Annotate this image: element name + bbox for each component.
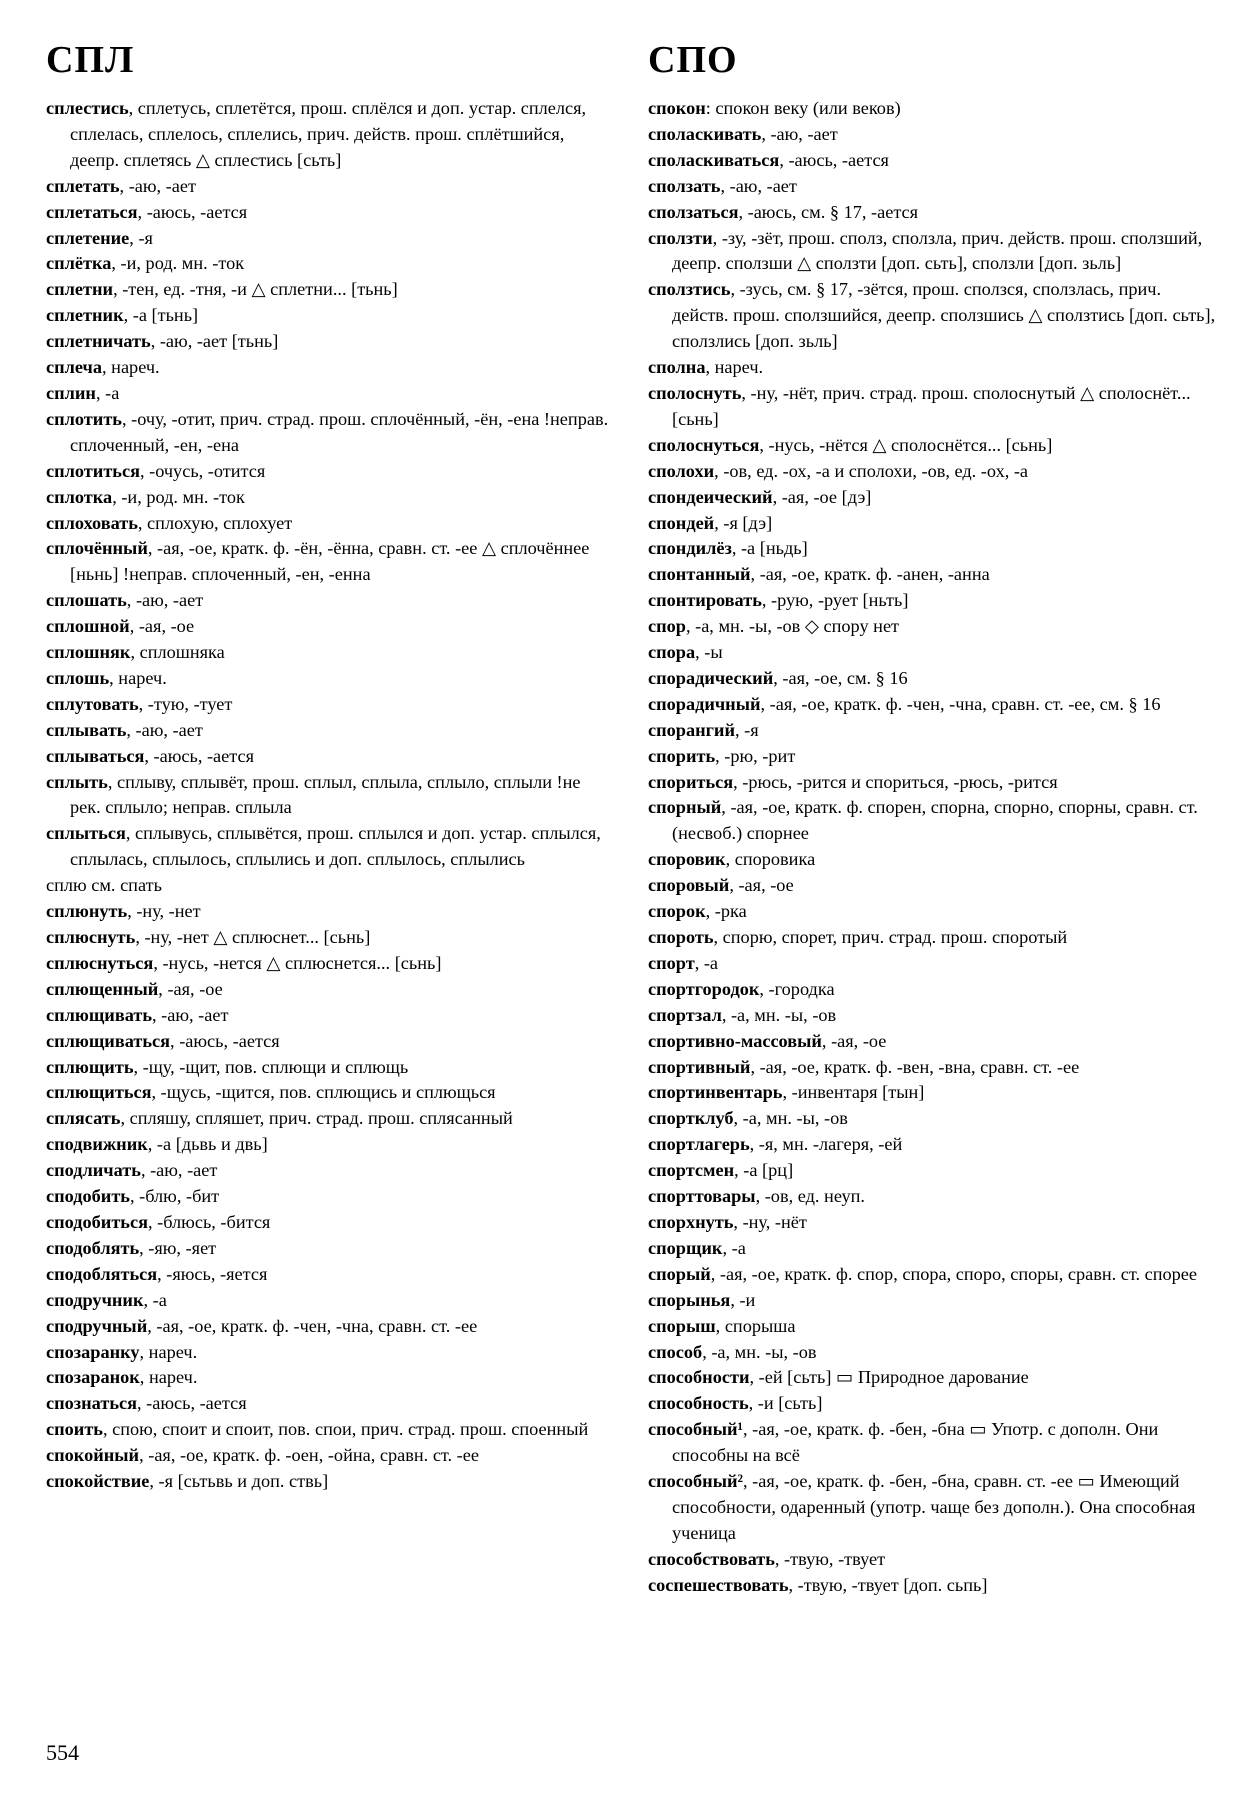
- dictionary-entry: [46, 1340, 614, 1366]
- dictionary-entry: [648, 1210, 1216, 1236]
- entry-text: спора, -ы: [648, 642, 723, 663]
- entry-text: сплетать, -аю, -ает: [46, 175, 196, 196]
- page-number: 554: [46, 1740, 79, 1765]
- dictionary-entry: [46, 1158, 614, 1184]
- entry-text: спознаться, -аюсь, -ается: [46, 1393, 247, 1414]
- entry-text: сплетник, -а [тьнь]: [46, 305, 199, 326]
- dictionary-entry: [46, 303, 614, 329]
- entry-text: способный¹, -ая, -ое, кратк. ф. -бен, -бна ▭ Употр. с дополн. Они способны на всё: [648, 1419, 1159, 1466]
- dictionary-entry: [648, 1391, 1216, 1417]
- dictionary-entry: [648, 873, 1216, 899]
- dictionary-entry: [648, 614, 1216, 640]
- dictionary-entry: [648, 1262, 1216, 1288]
- entry-text: сплошать, -аю, -ает: [46, 590, 204, 611]
- dictionary-entry: [648, 1547, 1216, 1573]
- entry-text: спор, -а, мн. -ы, -ов ◇ спору нет: [648, 616, 900, 637]
- dictionary-entry: [46, 511, 614, 537]
- dictionary-entry: [46, 977, 614, 1003]
- dictionary-entry: [46, 1210, 614, 1236]
- entry-text: спорадический, -ая, -ое, см. § 16: [648, 667, 908, 688]
- entry-text: споровик, споровика: [648, 849, 816, 870]
- entry-text: споить, спою, споит и споит, пов. спои, прич. страд. прош. споенный: [46, 1419, 589, 1440]
- dictionary-entry: [648, 536, 1216, 562]
- entry-text: спорый, -ая, -ое, кратк. ф. спор, спора, споро, споры, сравн. ст. спорее: [648, 1263, 1198, 1284]
- dictionary-entry: [648, 122, 1216, 148]
- entry-text: споровый, -ая, -ое: [648, 875, 794, 896]
- dictionary-entry: [46, 1106, 614, 1132]
- entry-text: спорыш, спорыша: [648, 1315, 796, 1336]
- entry-text: сплюснуться, -нусь, -нется △ сплюснется... [сьнь]: [46, 952, 442, 973]
- dictionary-entry: [46, 1003, 614, 1029]
- dictionary-entry: [648, 511, 1216, 537]
- entry-text: спондеический, -ая, -ое [дэ]: [648, 486, 872, 507]
- dictionary-entry: [46, 485, 614, 511]
- entry-text: спозаранок, нареч.: [46, 1367, 198, 1388]
- dictionary-entry: [46, 1184, 614, 1210]
- entry-text: сплюснуть, -ну, -нет △ сплюснет... [сьнь]: [46, 927, 371, 947]
- dictionary-entry: [648, 925, 1216, 951]
- entry-text: способность, -и [сьть]: [648, 1393, 823, 1414]
- dictionary-entry: [46, 1417, 614, 1443]
- entry-text: сподличать, -аю, -ает: [46, 1160, 218, 1181]
- dictionary-entry: [46, 614, 614, 640]
- entry-text: сподручник, -а: [46, 1289, 167, 1310]
- dictionary-entry: [648, 562, 1216, 588]
- entry-text: сплывать, -аю, -ает: [46, 719, 203, 740]
- entry-text: сплётка, -и, род. мн. -ток: [46, 253, 245, 274]
- dictionary-entry: [46, 174, 614, 200]
- dictionary-entry: [46, 588, 614, 614]
- dictionary-entry: [648, 1573, 1216, 1599]
- entry-text: способный², -ая, -ое, кратк. ф. -бен, -бна, сравн. ст. -ее ▭ Имеющий способности, одаренный (употр. чаще без дополн.). Она способная ученица: [648, 1471, 1196, 1543]
- dictionary-entry: [648, 485, 1216, 511]
- dictionary-entry: [648, 433, 1216, 459]
- dictionary-entry: [46, 1029, 614, 1055]
- entry-text: сплеча, нареч.: [46, 357, 160, 378]
- entry-text: соспешествовать, -твую, -твует [доп. сьпь]: [648, 1574, 988, 1595]
- dictionary-entry: [648, 1106, 1216, 1132]
- dictionary-entry: [648, 1003, 1216, 1029]
- dictionary-entry: [648, 977, 1216, 1003]
- dictionary-entry: [46, 951, 614, 977]
- entry-text: спортсмен, -а [рц]: [648, 1160, 794, 1181]
- entry-text: спориться, -рюсь, -рится и спориться, -рюсь, -рится: [648, 771, 1058, 792]
- dictionary-entry: [648, 1236, 1216, 1262]
- dictionary-entry: [46, 1365, 614, 1391]
- entry-text: сплыться, сплывусь, сплывётся, прош. сплылся и доп. устар. сплылся, сплылась, сплылось, сплылись и доп. сплылось, сплылись: [46, 823, 601, 870]
- dictionary-entry: [648, 1288, 1216, 1314]
- dictionary-entry: [46, 1391, 614, 1417]
- entry-text: сползаться, -аюсь, см. § 17, -ается: [648, 201, 919, 222]
- dictionary-entry: [648, 640, 1216, 666]
- dictionary-entry: [46, 821, 614, 873]
- entry-text: спонтанный, -ая, -ое, кратк. ф. -анен, -анна: [648, 564, 990, 585]
- entry-text: сплошной, -ая, -ое: [46, 616, 195, 637]
- entry-text: спортзал, -а, мн. -ы, -ов: [648, 1004, 837, 1025]
- entry-text: сплыть, сплыву, сплывёт, прош. сплыл, сплыла, сплыло, сплыли !не рек. сплыло; неправ. сплыла: [46, 771, 581, 818]
- entry-text: спокойный, -ая, -ое, кратк. ф. -оен, -ойна, сравн. ст. -ее: [46, 1445, 480, 1466]
- left-column-header: СПЛ: [46, 39, 135, 81]
- dictionary-entry: [648, 200, 1216, 226]
- entry-text: сплющиваться, -аюсь, -ается: [46, 1030, 280, 1051]
- dictionary-entry: [46, 407, 614, 459]
- entry-text: сплываться, -аюсь, -ается: [46, 745, 255, 766]
- entry-text: спорттовары, -ов, ед. неуп.: [648, 1186, 865, 1207]
- entry-text: споласкивать, -аю, -ает: [648, 123, 838, 144]
- dictionary-entry: [648, 692, 1216, 718]
- entry-text: сплетение, -я: [46, 227, 153, 248]
- dictionary-entry: [648, 795, 1216, 847]
- entry-text: спорить, -рю, -рит: [648, 745, 796, 766]
- dictionary-entry: [46, 692, 614, 718]
- entry-text: сподручный, -ая, -ое, кратк. ф. -чен, -чна, сравн. ст. -ее: [46, 1315, 478, 1336]
- dictionary-entry: [648, 770, 1216, 796]
- dictionary-entry: [648, 148, 1216, 174]
- entry-text: спорхнуть, -ну, -нёт: [648, 1211, 807, 1232]
- dictionary-entry: [648, 277, 1216, 355]
- dictionary-entry: [46, 666, 614, 692]
- dictionary-entry: [648, 899, 1216, 925]
- dictionary-entry: [648, 1340, 1216, 1366]
- entry-text: сполна, нареч.: [648, 357, 764, 378]
- dictionary-entry: [46, 277, 614, 303]
- entry-text: сплочённый, -ая, -ое, кратк. ф. -ён, -ённа, сравн. ст. -ее △ сплочённее [ньнь] !неправ. сплоченный, -ен, -енна: [46, 538, 590, 585]
- dictionary-entry: [648, 666, 1216, 692]
- dictionary-entry: [46, 873, 614, 899]
- entry-text: спокон: спокон веку (или веков): [648, 98, 901, 118]
- entry-text: сплющить, -щу, -щит, пов. сплющи и сплющь: [46, 1056, 409, 1077]
- dictionary-entry: [648, 459, 1216, 485]
- entry-text: спортклуб, -а, мн. -ы, -ов: [648, 1108, 848, 1129]
- dictionary-entry: [46, 1469, 614, 1495]
- entry-text: сползтись, -зусь, см. § 17, -зётся, прош. сползся, сползлась, прич. действ. прош. сползшийся, деепр. сползшись △ сползтись [доп. сьть], сползлись [доп. зьль]: [648, 279, 1216, 352]
- dictionary-entry: [46, 1262, 614, 1288]
- entry-text: спортлагерь, -я, мн. -лагеря, -ей: [648, 1134, 903, 1155]
- dictionary-entry: [46, 96, 614, 174]
- dictionary-entry: [648, 718, 1216, 744]
- left-column: [46, 38, 614, 1495]
- dictionary-entry: [46, 1288, 614, 1314]
- entry-text: споласкиваться, -аюсь, -ается: [648, 149, 889, 170]
- entry-text: спонтировать, -рую, -рует [ньть]: [648, 590, 909, 611]
- entry-text: сплетни, -тен, ед. -тня, -и △ сплетни... [тьнь]: [46, 279, 398, 300]
- entry-text: сплющиться, -щусь, -щится, пов. сплющись и сплющься: [46, 1082, 496, 1103]
- dictionary-entry: [46, 459, 614, 485]
- entry-text: сползти, -зу, -зёт, прош. сполз, сползла, прич. действ. прош. сползший, деепр. сползши △ сползти [доп. сьть], сползли [доп. зьль]: [648, 227, 1203, 274]
- entry-text: спорадичный, -ая, -ое, кратк. ф. -чен, -чна, сравн. ст. -ее, см. § 16: [648, 693, 1161, 714]
- dictionary-entry: [648, 1055, 1216, 1081]
- entry-text: сплющенный, -ая, -ое: [46, 978, 223, 999]
- dictionary-entry: [648, 381, 1216, 433]
- entry-text: сполохи, -ов, ед. -ох, -а и сполохи, -ов, ед. -ох, -а: [648, 460, 1029, 481]
- dictionary-entry: [648, 1365, 1216, 1391]
- entry-text: спороть, спорю, спорет, прич. страд. прош. споротый: [648, 927, 1068, 947]
- dictionary-entry: [46, 1314, 614, 1340]
- entry-text: сплотка, -и, род. мн. -ток: [46, 486, 245, 507]
- entry-text: спондей, -я [дэ]: [648, 512, 773, 533]
- entry-text: спортгородок, -городка: [648, 978, 835, 999]
- entry-text: сплин, -а: [46, 382, 120, 403]
- dictionary-entry: [46, 355, 614, 381]
- entry-text: спокойствие, -я [сьтьвь и доп. ствь]: [46, 1471, 329, 1492]
- entry-text: сплюнуть, -ну, -нет: [46, 901, 201, 922]
- right-column-header: СПО: [648, 39, 738, 81]
- dictionary-entry: [46, 1236, 614, 1262]
- dictionary-entry: [648, 1417, 1216, 1469]
- dictionary-entry: [46, 1055, 614, 1081]
- right-column: [648, 38, 1216, 1599]
- entry-text: сплестись, сплетусь, сплетётся, прош. сплёлся и доп. устар. сплелся, сплелась, сплелось, сплелись, прич. действ. прош. сплётшийся, деепр. сплетясь △ сплестись [сьть]: [46, 98, 587, 170]
- entry-text: спорынья, -и: [648, 1289, 756, 1310]
- entry-text: сподобляться, -яюсь, -яется: [46, 1263, 268, 1284]
- dictionary-entry: [46, 1443, 614, 1469]
- entry-text: спондилёз, -а [ньдь]: [648, 538, 808, 559]
- dictionary-entry: [46, 251, 614, 277]
- dictionary-entry: [648, 1184, 1216, 1210]
- entry-text: сплошняк, сплошняка: [46, 642, 225, 663]
- dictionary-entry: [46, 536, 614, 588]
- dictionary-entry: [46, 718, 614, 744]
- entry-text: сподвижник, -а [дьвь и двь]: [46, 1134, 268, 1155]
- entry-text: сподобить, -блю, -бит: [46, 1186, 220, 1207]
- dictionary-entry: [46, 1080, 614, 1106]
- entry-text: сползать, -аю, -ает: [648, 175, 797, 196]
- dictionary-entry: [46, 770, 614, 822]
- dictionary-entry: [46, 1132, 614, 1158]
- dictionary-entry: [648, 1469, 1216, 1547]
- entry-text: сплясать, спляшу, спляшет, прич. страд. прош. сплясанный: [46, 1108, 513, 1129]
- entry-text: сподобиться, -блюсь, -бится: [46, 1211, 271, 1232]
- entry-text: сплошь, нареч.: [46, 667, 167, 688]
- dictionary-entry: [648, 355, 1216, 381]
- entry-text: способ, -а, мн. -ы, -ов: [648, 1341, 817, 1362]
- dictionary-entry: [648, 847, 1216, 873]
- dictionary-entry: [648, 1132, 1216, 1158]
- entry-text: сплотиться, -очусь, -отится: [46, 460, 266, 481]
- entry-text: сплоховать, сплохую, сплохует: [46, 512, 293, 533]
- dictionary-entry: [648, 951, 1216, 977]
- dictionary-entry: [46, 329, 614, 355]
- right-entry-list: [648, 96, 1216, 1599]
- entry-text: сподоблять, -яю, -яет: [46, 1237, 217, 1258]
- dictionary-entry: [648, 1158, 1216, 1184]
- dictionary-entry: [648, 1029, 1216, 1055]
- entry-text: спорщик, -а: [648, 1237, 746, 1258]
- dictionary-entry: [46, 640, 614, 666]
- entry-text: спортинвентарь, -инвентаря [тын]: [648, 1082, 925, 1103]
- entry-text: спорок, -рка: [648, 901, 747, 922]
- entry-text: сплотить, -очу, -отит, прич. страд. прош. сплочённый, -ён, -ена !неправ. сплоченный, -ен, -ена: [46, 408, 609, 455]
- entry-text: сплетаться, -аюсь, -ается: [46, 201, 248, 222]
- entry-text: сплутовать, -тую, -тует: [46, 693, 233, 714]
- entry-text: спортивный, -ая, -ое, кратк. ф. -вен, -вна, сравн. ст. -ее: [648, 1056, 1080, 1077]
- dictionary-entry: [648, 96, 1216, 122]
- dictionary-entry: [648, 1080, 1216, 1106]
- entry-text: спозаранку, нареч.: [46, 1341, 198, 1362]
- dictionary-entry: [648, 226, 1216, 278]
- dictionary-entry: [648, 1314, 1216, 1340]
- entry-text: способствовать, -твую, -твует: [648, 1548, 886, 1569]
- entry-text: сплющивать, -аю, -ает: [46, 1004, 229, 1025]
- dictionary-entry: [46, 381, 614, 407]
- entry-text: сплю см. спать: [46, 875, 162, 896]
- dictionary-entry: [46, 925, 614, 951]
- dictionary-entry: [46, 200, 614, 226]
- entry-text: сполоснуться, -нусь, -нётся △ сполоснётся... [сьнь]: [648, 434, 1053, 455]
- entry-text: спортивно-массовый, -ая, -ое: [648, 1030, 887, 1051]
- dictionary-entry: [648, 744, 1216, 770]
- entry-text: сполоснуть, -ну, -нёт, прич. страд. прош. сполоснутый △ сполоснёт... [сьнь]: [648, 382, 1191, 429]
- entry-text: спорный, -ая, -ое, кратк. ф. спорен, спорна, спорно, спорны, сравн. ст. (несвоб.) спорнее: [648, 797, 1198, 844]
- entry-text: сплетничать, -аю, -ает [тьнь]: [46, 331, 279, 352]
- left-entry-list: [46, 96, 614, 1495]
- entry-text: способности, -ей [сьть] ▭ Природное дарование: [648, 1367, 1029, 1388]
- dictionary-entry: [46, 899, 614, 925]
- dictionary-entry: [648, 588, 1216, 614]
- dictionary-entry: [648, 174, 1216, 200]
- entry-text: спорт, -а: [648, 952, 719, 973]
- dictionary-entry: [46, 744, 614, 770]
- entry-text: спорангий, -я: [648, 719, 759, 740]
- dictionary-entry: [46, 226, 614, 252]
